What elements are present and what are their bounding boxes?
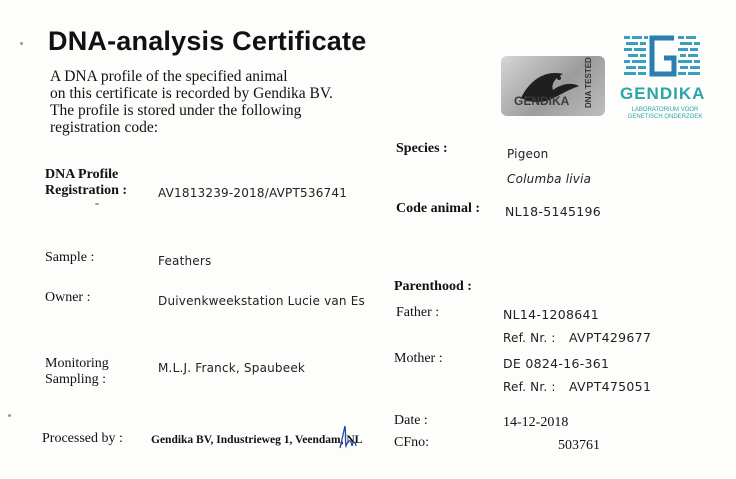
stamp-side-label: DNA TESTED	[584, 57, 593, 108]
monitoring-label-line2: Sampling :	[45, 372, 107, 387]
registration-value: AV1813239-2018/AVPT536741	[158, 186, 348, 200]
mother-label: Mother :	[394, 351, 443, 366]
father-ref-value: AVPT429677	[569, 330, 652, 345]
cfno-label: CFno:	[394, 435, 430, 450]
gendika-brand-name: GENDIKA	[620, 84, 706, 103]
intro-text	[50, 68, 350, 136]
mother-ref-label: Ref. Nr. :	[503, 380, 556, 394]
intro-line: registration code:	[50, 119, 159, 136]
owner-value: Duivenkweekstation Lucie van Es	[158, 294, 365, 308]
date-value: 14-12-2018	[503, 415, 569, 430]
stamp-label: GENDIKA	[514, 94, 570, 108]
scan-speck	[95, 203, 99, 205]
intro-line: The profile is stored under the following	[50, 102, 302, 119]
code-animal-value: NL18-5145196	[505, 204, 602, 219]
processed-value-text: Gendika BV, Industrieweg 1, Veendam, NL	[151, 434, 363, 446]
date-label: Date :	[394, 413, 428, 428]
processed-value	[151, 434, 362, 446]
species-common: Pigeon	[507, 147, 549, 161]
monitoring-value: M.L.J. Franck, Spaubeek	[158, 361, 306, 375]
scan-speck	[20, 42, 23, 45]
father-ref-label: Ref. Nr. :	[503, 331, 556, 345]
code-animal-label: Code animal :	[396, 201, 480, 216]
gendika-logo-icon	[624, 32, 702, 80]
registration-label-line1: DNA Profile	[45, 167, 119, 182]
father-value: NL14-1208641	[503, 307, 600, 322]
species-latin: Columba livia	[507, 172, 592, 186]
processed-label: Processed by :	[42, 431, 123, 446]
mother-ref-value: AVPT475051	[569, 379, 652, 394]
father-label: Father :	[396, 305, 440, 320]
certificate-title: DNA-analysis Certificate	[48, 26, 367, 56]
mother-value: DE 0824-16-361	[503, 356, 610, 371]
cfno-value: 503761	[558, 438, 600, 453]
intro-line: A DNA profile of the specified animal	[50, 68, 288, 85]
gendika-brand-subtitle: LABORATORIUM VOOR GENETISCH ONDERZOEK	[627, 107, 703, 120]
parenthood-label: Parenthood :	[394, 279, 472, 294]
signature-mark	[336, 424, 358, 450]
owner-label: Owner :	[45, 290, 91, 305]
monitoring-label-line1: Monitoring	[45, 356, 109, 371]
intro-line: on this certificate is recorded by Gendika BV.	[50, 85, 333, 102]
species-label: Species :	[396, 141, 448, 156]
sample-value: Feathers	[158, 254, 212, 268]
registration-label-line2: Registration :	[45, 183, 128, 198]
sample-label: Sample :	[45, 250, 95, 265]
scan-speck	[8, 414, 11, 417]
